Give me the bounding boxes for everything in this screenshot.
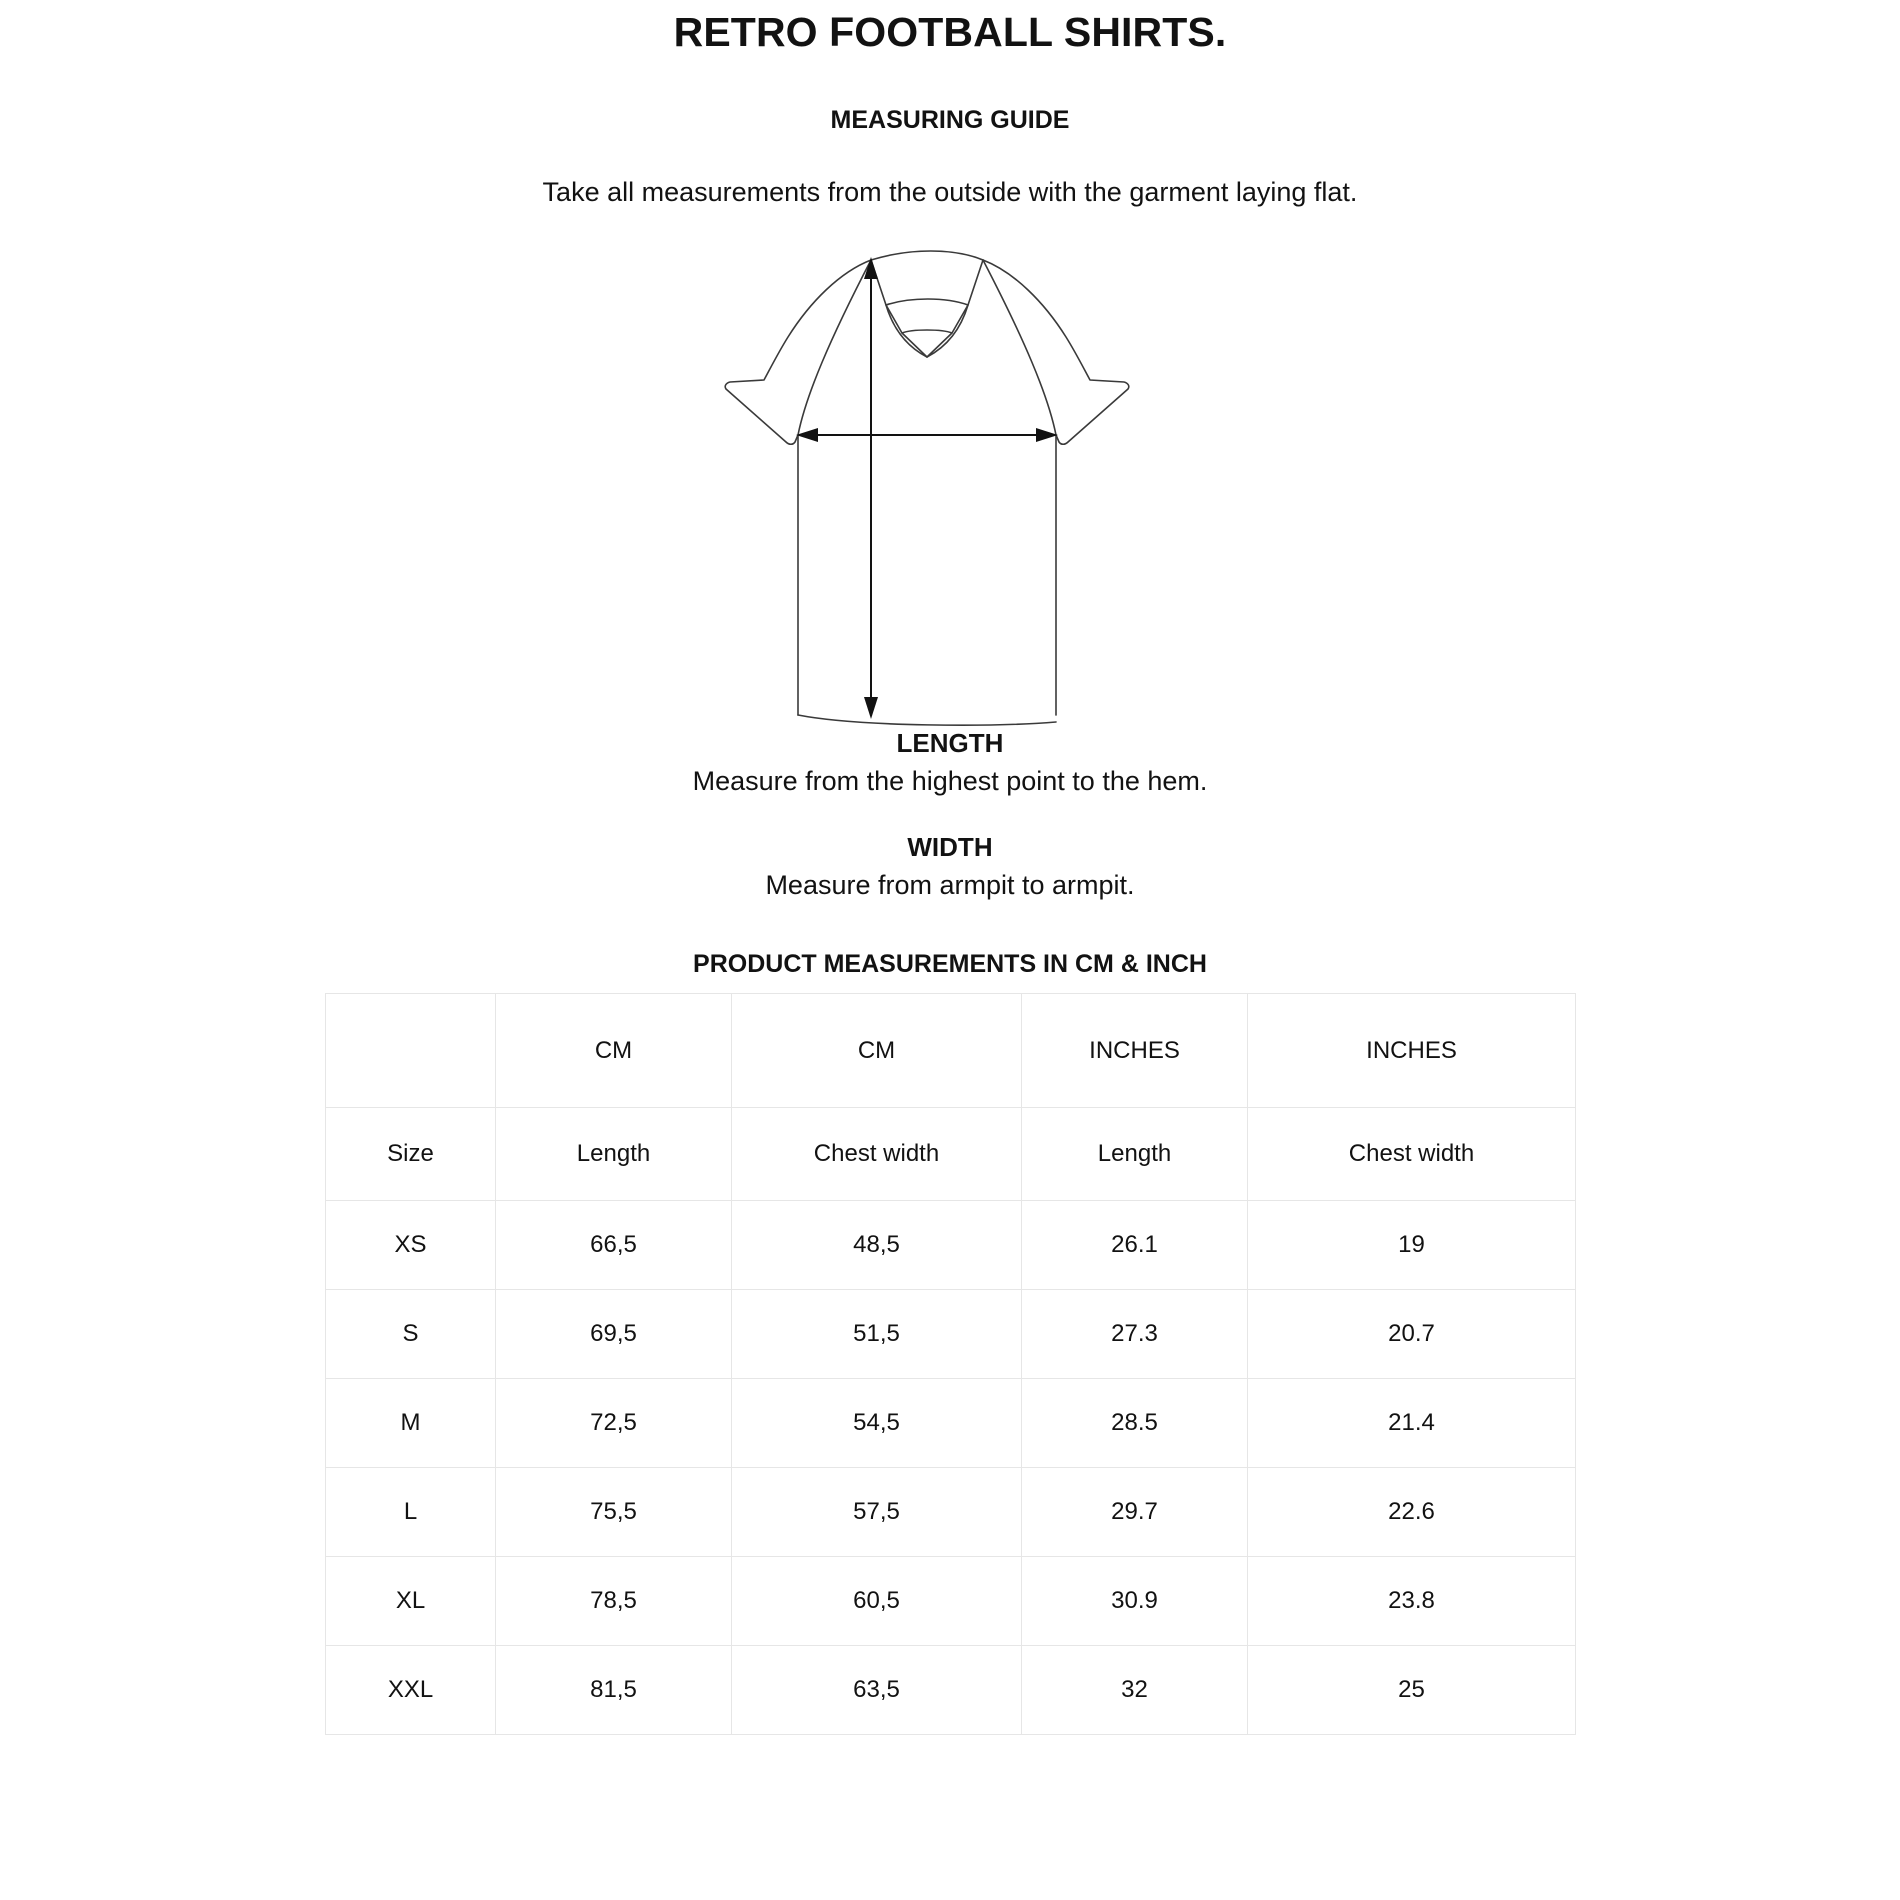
cell-chest-inches: 25 [1248, 1646, 1576, 1735]
measuring-intro-text: Take all measurements from the outside with the garment laying flat. [542, 177, 1358, 208]
definition-spacer [0, 799, 1900, 831]
cell-length-cm: 69,5 [496, 1290, 732, 1379]
table-head [326, 994, 1576, 1201]
shirt-outline [725, 251, 1129, 725]
cell-length-cm: 75,5 [496, 1468, 732, 1557]
cell-length-inches: 27.3 [1022, 1290, 1248, 1379]
cell-length-inches: 29.7 [1022, 1468, 1248, 1557]
cell-length-cm: 81,5 [496, 1646, 732, 1735]
length-term: LENGTH [896, 727, 1004, 758]
measuring-guide-heading: MEASURING GUIDE [830, 106, 1070, 135]
cell-chest-inches: 22.6 [1248, 1468, 1576, 1557]
cell-chest-inches: 20.7 [1248, 1290, 1576, 1379]
polo-shirt-diagram [690, 217, 1210, 727]
table-row [326, 1379, 1576, 1468]
table-row [326, 1201, 1576, 1290]
unit-header-blank [326, 994, 496, 1108]
cell-chest-cm: 48,5 [732, 1201, 1022, 1290]
column-label-chest-inches: Chest width [1248, 1108, 1576, 1201]
table-row [326, 1557, 1576, 1646]
column-label-length-cm: Length [496, 1108, 732, 1201]
cell-chest-inches: 19 [1248, 1201, 1576, 1290]
cell-chest-inches: 21.4 [1248, 1379, 1576, 1468]
cell-chest-cm: 54,5 [732, 1379, 1022, 1468]
table-body [326, 1201, 1576, 1735]
measurements-table [325, 993, 1576, 1735]
unit-header-length-cm: CM [496, 994, 732, 1108]
column-label-length-inches: Length [1022, 1108, 1248, 1201]
cell-length-cm: 72,5 [496, 1379, 732, 1468]
table-row [326, 1468, 1576, 1557]
cell-chest-cm: 51,5 [732, 1290, 1022, 1379]
measurements-table-caption: PRODUCT MEASUREMENTS IN CM & INCH [693, 950, 1207, 979]
cell-size: S [326, 1290, 496, 1379]
width-measurement-arrow [796, 428, 1058, 442]
cell-size: L [326, 1468, 496, 1557]
shirt-illustration-container [0, 217, 1900, 727]
cell-chest-cm: 57,5 [732, 1468, 1022, 1557]
length-description: Measure from the highest point to the hem. [692, 766, 1208, 797]
length-definition [0, 727, 1900, 799]
unit-header-length-inches: INCHES [1022, 994, 1248, 1108]
cell-chest-cm: 63,5 [732, 1646, 1022, 1735]
width-description: Measure from armpit to armpit. [765, 870, 1135, 901]
cell-length-inches: 28.5 [1022, 1379, 1248, 1468]
width-term: WIDTH [907, 831, 993, 862]
table-unit-header-row [326, 994, 1576, 1108]
unit-header-chest-cm: CM [732, 994, 1022, 1108]
table-row [326, 1646, 1576, 1735]
cell-size: XS [326, 1201, 496, 1290]
cell-length-cm: 78,5 [496, 1557, 732, 1646]
cell-chest-inches: 23.8 [1248, 1557, 1576, 1646]
cell-length-inches: 30.9 [1022, 1557, 1248, 1646]
column-label-size: Size [326, 1108, 496, 1201]
length-measurement-arrow [864, 257, 878, 719]
table-row [326, 1290, 1576, 1379]
width-definition [0, 831, 1900, 903]
measurements-table-container [325, 993, 1575, 1735]
unit-header-chest-inches: INCHES [1248, 994, 1576, 1108]
table-column-label-row [326, 1108, 1576, 1201]
cell-chest-cm: 60,5 [732, 1557, 1022, 1646]
cell-size: XXL [326, 1646, 496, 1735]
cell-length-inches: 26.1 [1022, 1201, 1248, 1290]
cell-length-cm: 66,5 [496, 1201, 732, 1290]
cell-size: M [326, 1379, 496, 1468]
cell-length-inches: 32 [1022, 1646, 1248, 1735]
column-label-chest-cm: Chest width [732, 1108, 1022, 1201]
cell-size: XL [326, 1557, 496, 1646]
page-title: RETRO FOOTBALL SHIRTS. [673, 9, 1227, 55]
